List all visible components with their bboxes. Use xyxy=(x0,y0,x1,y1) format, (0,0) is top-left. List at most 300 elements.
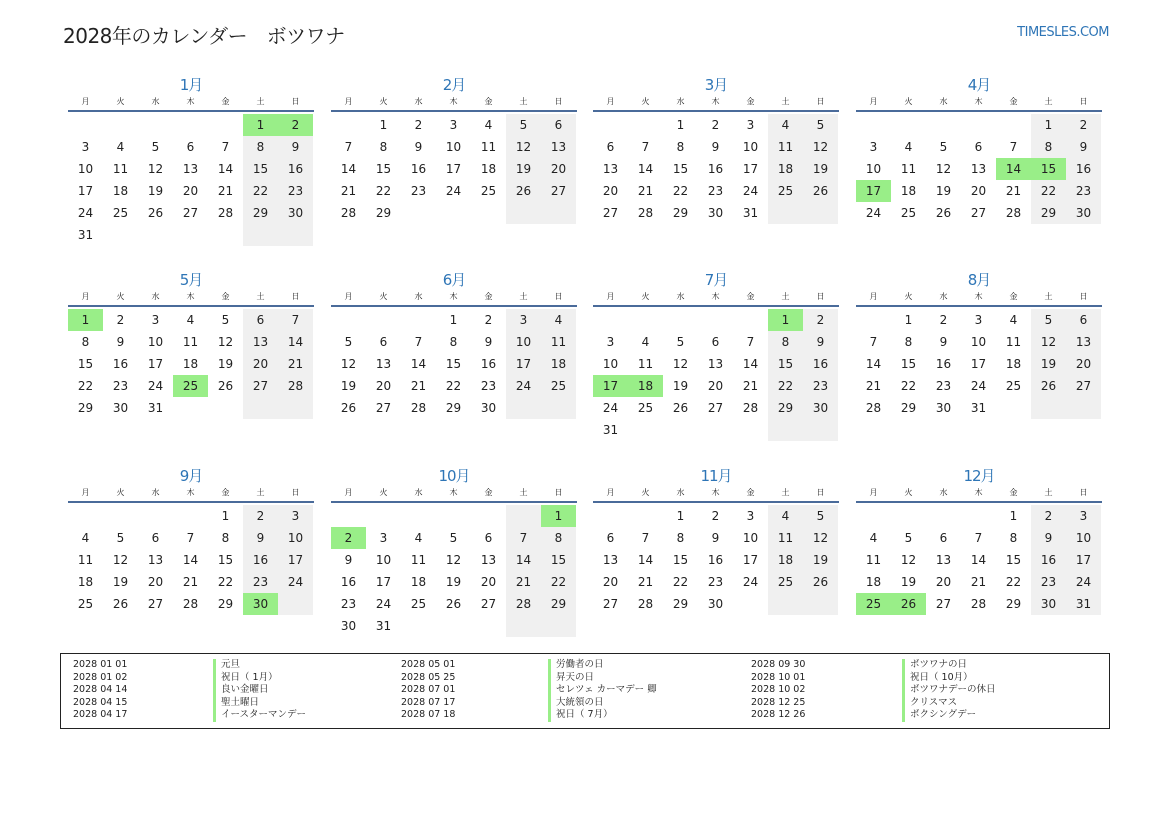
day-cell[interactable]: 25 xyxy=(410,597,427,611)
day-cell[interactable]: 16 xyxy=(707,553,724,567)
day-cell[interactable]: 23 xyxy=(480,379,497,393)
day-cell[interactable]: 7 xyxy=(974,531,983,545)
day-cell[interactable]: 12 xyxy=(506,136,541,158)
day-cell[interactable]: 14 xyxy=(217,162,234,176)
day-cell[interactable]: 10 xyxy=(742,140,759,154)
day-cell[interactable]: 30 xyxy=(935,401,952,415)
day-cell[interactable]: 7 xyxy=(746,335,755,349)
day-cell[interactable]: 29 xyxy=(217,597,234,611)
day-cell[interactable]: 25 xyxy=(637,401,654,415)
day-cell[interactable]: 15 xyxy=(445,357,462,371)
day-cell[interactable]: 23 xyxy=(1066,180,1101,202)
day-cell[interactable]: 28 xyxy=(970,597,987,611)
day-cell[interactable]: 23 xyxy=(278,180,313,202)
day-cell[interactable]: 23 xyxy=(935,379,952,393)
day-cell[interactable]: 26 xyxy=(803,180,838,202)
day-cell[interactable]: 6 xyxy=(484,531,493,545)
day-cell[interactable]: 9 xyxy=(939,335,948,349)
day-cell[interactable]: 3 xyxy=(81,140,90,154)
day-cell[interactable]: 1 xyxy=(243,114,278,136)
day-cell[interactable]: 1 xyxy=(676,118,685,132)
day-cell[interactable]: 8 xyxy=(676,140,685,154)
day-cell[interactable]: 5 xyxy=(1031,309,1066,331)
day-cell[interactable]: 27 xyxy=(1066,375,1101,397)
day-cell[interactable]: 14 xyxy=(970,553,987,567)
day-cell[interactable]: 22 xyxy=(445,379,462,393)
day-cell[interactable]: 18 xyxy=(541,353,576,375)
day-cell[interactable]: 8 xyxy=(379,140,388,154)
day-cell[interactable]: 4 xyxy=(484,118,493,132)
day-cell[interactable]: 17 xyxy=(742,553,759,567)
day-cell[interactable]: 10 xyxy=(865,162,882,176)
day-cell[interactable]: 17 xyxy=(147,357,164,371)
day-cell[interactable]: 30 xyxy=(1031,593,1066,615)
day-cell[interactable]: 19 xyxy=(217,357,234,371)
day-cell[interactable]: 21 xyxy=(410,379,427,393)
day-cell[interactable]: 5 xyxy=(676,335,685,349)
day-cell[interactable]: 24 xyxy=(278,571,313,593)
day-cell[interactable]: 19 xyxy=(900,575,917,589)
day-cell[interactable]: 19 xyxy=(935,184,952,198)
day-cell[interactable]: 18 xyxy=(77,575,94,589)
day-cell[interactable]: 24 xyxy=(506,375,541,397)
day-cell[interactable]: 16 xyxy=(803,353,838,375)
day-cell[interactable]: 9 xyxy=(1066,136,1101,158)
day-cell[interactable]: 16 xyxy=(243,549,278,571)
day-cell[interactable]: 20 xyxy=(243,353,278,375)
day-cell[interactable]: 5 xyxy=(506,114,541,136)
day-cell[interactable]: 28 xyxy=(278,375,313,397)
day-cell[interactable]: 23 xyxy=(803,375,838,397)
day-cell[interactable]: 26 xyxy=(803,571,838,593)
day-cell[interactable]: 4 xyxy=(869,531,878,545)
day-cell[interactable]: 25 xyxy=(1005,379,1022,393)
day-cell[interactable]: 17 xyxy=(742,162,759,176)
day-cell[interactable]: 24 xyxy=(375,597,392,611)
day-cell[interactable]: 9 xyxy=(243,527,278,549)
day-cell[interactable]: 16 xyxy=(278,158,313,180)
day-cell[interactable]: 4 xyxy=(186,313,195,327)
day-cell[interactable]: 16 xyxy=(935,357,952,371)
day-cell[interactable]: 25 xyxy=(173,375,208,397)
day-cell[interactable]: 3 xyxy=(606,335,615,349)
day-cell[interactable]: 9 xyxy=(484,335,493,349)
day-cell[interactable]: 24 xyxy=(445,184,462,198)
day-cell[interactable]: 1 xyxy=(768,309,803,331)
day-cell[interactable]: 14 xyxy=(637,553,654,567)
day-cell[interactable]: 25 xyxy=(77,597,94,611)
day-cell[interactable]: 8 xyxy=(904,335,913,349)
day-cell[interactable]: 21 xyxy=(742,379,759,393)
day-cell[interactable]: 14 xyxy=(742,357,759,371)
day-cell[interactable]: 5 xyxy=(803,114,838,136)
day-cell[interactable]: 18 xyxy=(768,158,803,180)
day-cell[interactable]: 14 xyxy=(506,549,541,571)
day-cell[interactable]: 17 xyxy=(77,184,94,198)
day-cell[interactable]: 10 xyxy=(445,140,462,154)
day-cell[interactable]: 15 xyxy=(900,357,917,371)
day-cell[interactable]: 9 xyxy=(116,335,125,349)
day-cell[interactable]: 14 xyxy=(182,553,199,567)
day-cell[interactable]: 6 xyxy=(541,114,576,136)
day-cell[interactable]: 6 xyxy=(151,531,160,545)
day-cell[interactable]: 9 xyxy=(711,531,720,545)
day-cell[interactable]: 11 xyxy=(768,136,803,158)
day-cell[interactable]: 13 xyxy=(147,553,164,567)
day-cell[interactable]: 10 xyxy=(77,162,94,176)
day-cell[interactable]: 7 xyxy=(344,140,353,154)
day-cell[interactable]: 24 xyxy=(742,575,759,589)
day-cell[interactable]: 17 xyxy=(970,357,987,371)
day-cell[interactable]: 4 xyxy=(904,140,913,154)
day-cell[interactable]: 27 xyxy=(970,206,987,220)
day-cell[interactable]: 14 xyxy=(996,158,1031,180)
day-cell[interactable]: 7 xyxy=(641,531,650,545)
day-cell[interactable]: 9 xyxy=(414,140,423,154)
day-cell[interactable]: 10 xyxy=(742,531,759,545)
day-cell[interactable]: 12 xyxy=(803,136,838,158)
day-cell[interactable]: 1 xyxy=(904,313,913,327)
day-cell[interactable]: 15 xyxy=(217,553,234,567)
day-cell[interactable]: 6 xyxy=(711,335,720,349)
day-cell[interactable]: 20 xyxy=(375,379,392,393)
day-cell[interactable]: 12 xyxy=(340,357,357,371)
day-cell[interactable]: 14 xyxy=(340,162,357,176)
day-cell[interactable]: 22 xyxy=(672,575,689,589)
day-cell[interactable]: 17 xyxy=(445,162,462,176)
day-cell[interactable]: 15 xyxy=(243,158,278,180)
day-cell[interactable]: 24 xyxy=(602,401,619,415)
day-cell[interactable]: 15 xyxy=(672,553,689,567)
day-cell[interactable]: 26 xyxy=(672,401,689,415)
day-cell[interactable]: 23 xyxy=(410,184,427,198)
day-cell[interactable]: 23 xyxy=(243,571,278,593)
day-cell[interactable]: 4 xyxy=(414,531,423,545)
day-cell[interactable]: 15 xyxy=(375,162,392,176)
day-cell[interactable]: 27 xyxy=(182,206,199,220)
day-cell[interactable]: 28 xyxy=(865,401,882,415)
day-cell[interactable]: 5 xyxy=(904,531,913,545)
day-cell[interactable]: 18 xyxy=(182,357,199,371)
day-cell[interactable]: 21 xyxy=(637,575,654,589)
day-cell[interactable]: 3 xyxy=(449,118,458,132)
day-cell[interactable]: 8 xyxy=(768,331,803,353)
day-cell[interactable]: 31 xyxy=(742,206,759,220)
day-cell[interactable]: 4 xyxy=(81,531,90,545)
day-cell[interactable]: 27 xyxy=(602,206,619,220)
day-cell[interactable]: 3 xyxy=(1066,505,1101,527)
day-cell[interactable]: 2 xyxy=(1031,505,1066,527)
day-cell[interactable]: 11 xyxy=(900,162,917,176)
day-cell[interactable]: 6 xyxy=(379,335,388,349)
day-cell[interactable]: 26 xyxy=(340,401,357,415)
day-cell[interactable]: 1 xyxy=(68,309,103,331)
day-cell[interactable]: 22 xyxy=(1005,575,1022,589)
day-cell[interactable]: 22 xyxy=(77,379,94,393)
day-cell[interactable]: 12 xyxy=(112,553,129,567)
day-cell[interactable]: 31 xyxy=(375,619,392,633)
day-cell[interactable]: 20 xyxy=(1066,353,1101,375)
day-cell[interactable]: 27 xyxy=(541,180,576,202)
day-cell[interactable]: 22 xyxy=(672,184,689,198)
day-cell[interactable]: 12 xyxy=(803,527,838,549)
day-cell[interactable]: 17 xyxy=(278,549,313,571)
day-cell[interactable]: 1 xyxy=(541,505,576,527)
day-cell[interactable]: 19 xyxy=(340,379,357,393)
day-cell[interactable]: 28 xyxy=(637,206,654,220)
day-cell[interactable]: 18 xyxy=(1005,357,1022,371)
day-cell[interactable]: 30 xyxy=(707,597,724,611)
day-cell[interactable]: 9 xyxy=(711,140,720,154)
day-cell[interactable]: 30 xyxy=(803,397,838,419)
day-cell[interactable]: 14 xyxy=(865,357,882,371)
day-cell[interactable]: 29 xyxy=(77,401,94,415)
day-cell[interactable]: 26 xyxy=(112,597,129,611)
day-cell[interactable]: 7 xyxy=(186,531,195,545)
day-cell[interactable]: 12 xyxy=(1031,331,1066,353)
day-cell[interactable]: 27 xyxy=(243,375,278,397)
day-cell[interactable]: 11 xyxy=(865,553,882,567)
day-cell[interactable]: 13 xyxy=(935,553,952,567)
day-cell[interactable]: 24 xyxy=(147,379,164,393)
day-cell[interactable]: 28 xyxy=(340,206,357,220)
day-cell[interactable]: 30 xyxy=(707,206,724,220)
day-cell[interactable]: 1 xyxy=(676,509,685,523)
day-cell[interactable]: 18 xyxy=(900,184,917,198)
day-cell[interactable]: 23 xyxy=(707,184,724,198)
day-cell[interactable]: 4 xyxy=(641,335,650,349)
day-cell[interactable]: 17 xyxy=(593,375,628,397)
day-cell[interactable]: 13 xyxy=(182,162,199,176)
day-cell[interactable]: 19 xyxy=(506,158,541,180)
day-cell[interactable]: 21 xyxy=(278,353,313,375)
day-cell[interactable]: 29 xyxy=(900,401,917,415)
day-cell[interactable]: 3 xyxy=(974,313,983,327)
day-cell[interactable]: 14 xyxy=(637,162,654,176)
day-cell[interactable]: 9 xyxy=(1031,527,1066,549)
day-cell[interactable]: 17 xyxy=(375,575,392,589)
day-cell[interactable]: 21 xyxy=(182,575,199,589)
day-cell[interactable]: 25 xyxy=(541,375,576,397)
site-logo[interactable]: TIMESLES.COM xyxy=(1017,25,1109,40)
day-cell[interactable]: 26 xyxy=(147,206,164,220)
day-cell[interactable]: 28 xyxy=(506,593,541,615)
day-cell[interactable]: 27 xyxy=(375,401,392,415)
day-cell[interactable]: 2 xyxy=(711,509,720,523)
day-cell[interactable]: 7 xyxy=(221,140,230,154)
day-cell[interactable]: 7 xyxy=(641,140,650,154)
day-cell[interactable]: 18 xyxy=(865,575,882,589)
day-cell[interactable]: 4 xyxy=(1009,313,1018,327)
day-cell[interactable]: 26 xyxy=(1031,375,1066,397)
day-cell[interactable]: 3 xyxy=(506,309,541,331)
day-cell[interactable]: 6 xyxy=(186,140,195,154)
day-cell[interactable]: 15 xyxy=(672,162,689,176)
day-cell[interactable]: 16 xyxy=(480,357,497,371)
day-cell[interactable]: 17 xyxy=(1066,549,1101,571)
day-cell[interactable]: 1 xyxy=(1009,509,1018,523)
day-cell[interactable]: 7 xyxy=(278,309,313,331)
day-cell[interactable]: 30 xyxy=(480,401,497,415)
day-cell[interactable]: 5 xyxy=(344,335,353,349)
day-cell[interactable]: 2 xyxy=(939,313,948,327)
day-cell[interactable]: 11 xyxy=(182,335,199,349)
day-cell[interactable]: 27 xyxy=(707,401,724,415)
day-cell[interactable]: 5 xyxy=(116,531,125,545)
day-cell[interactable]: 2 xyxy=(243,505,278,527)
day-cell[interactable]: 4 xyxy=(768,505,803,527)
day-cell[interactable]: 16 xyxy=(1066,158,1101,180)
day-cell[interactable]: 3 xyxy=(869,140,878,154)
day-cell[interactable]: 23 xyxy=(340,597,357,611)
day-cell[interactable]: 14 xyxy=(278,331,313,353)
day-cell[interactable]: 13 xyxy=(375,357,392,371)
day-cell[interactable]: 20 xyxy=(935,575,952,589)
day-cell[interactable]: 2 xyxy=(1066,114,1101,136)
day-cell[interactable]: 21 xyxy=(217,184,234,198)
day-cell[interactable]: 19 xyxy=(803,549,838,571)
day-cell[interactable]: 29 xyxy=(672,206,689,220)
day-cell[interactable]: 8 xyxy=(221,531,230,545)
day-cell[interactable]: 23 xyxy=(112,379,129,393)
day-cell[interactable]: 20 xyxy=(182,184,199,198)
day-cell[interactable]: 11 xyxy=(768,527,803,549)
day-cell[interactable]: 27 xyxy=(147,597,164,611)
day-cell[interactable]: 26 xyxy=(217,379,234,393)
day-cell[interactable]: 8 xyxy=(541,527,576,549)
day-cell[interactable]: 28 xyxy=(742,401,759,415)
day-cell[interactable]: 7 xyxy=(506,527,541,549)
day-cell[interactable]: 10 xyxy=(602,357,619,371)
day-cell[interactable]: 25 xyxy=(768,571,803,593)
day-cell[interactable]: 16 xyxy=(1031,549,1066,571)
day-cell[interactable]: 24 xyxy=(970,379,987,393)
day-cell[interactable]: 20 xyxy=(602,184,619,198)
day-cell[interactable]: 2 xyxy=(414,118,423,132)
day-cell[interactable]: 27 xyxy=(480,597,497,611)
day-cell[interactable]: 31 xyxy=(970,401,987,415)
day-cell[interactable]: 19 xyxy=(112,575,129,589)
day-cell[interactable]: 4 xyxy=(768,114,803,136)
day-cell[interactable]: 4 xyxy=(541,309,576,331)
day-cell[interactable]: 20 xyxy=(147,575,164,589)
day-cell[interactable]: 10 xyxy=(147,335,164,349)
day-cell[interactable]: 5 xyxy=(221,313,230,327)
day-cell[interactable]: 11 xyxy=(410,553,427,567)
day-cell[interactable]: 28 xyxy=(410,401,427,415)
day-cell[interactable]: 18 xyxy=(628,375,663,397)
day-cell[interactable]: 13 xyxy=(970,162,987,176)
day-cell[interactable]: 25 xyxy=(480,184,497,198)
day-cell[interactable]: 19 xyxy=(1031,353,1066,375)
day-cell[interactable]: 29 xyxy=(445,401,462,415)
day-cell[interactable]: 15 xyxy=(768,353,803,375)
day-cell[interactable]: 21 xyxy=(637,184,654,198)
day-cell[interactable]: 24 xyxy=(865,206,882,220)
day-cell[interactable]: 1 xyxy=(449,313,458,327)
day-cell[interactable]: 31 xyxy=(1066,593,1101,615)
day-cell[interactable]: 2 xyxy=(278,114,313,136)
day-cell[interactable]: 4 xyxy=(116,140,125,154)
day-cell[interactable]: 21 xyxy=(340,184,357,198)
day-cell[interactable]: 10 xyxy=(278,527,313,549)
day-cell[interactable]: 23 xyxy=(707,575,724,589)
day-cell[interactable]: 29 xyxy=(541,593,576,615)
day-cell[interactable]: 12 xyxy=(672,357,689,371)
day-cell[interactable]: 20 xyxy=(970,184,987,198)
day-cell[interactable]: 2 xyxy=(116,313,125,327)
day-cell[interactable]: 20 xyxy=(541,158,576,180)
day-cell[interactable]: 13 xyxy=(480,553,497,567)
day-cell[interactable]: 12 xyxy=(217,335,234,349)
day-cell[interactable]: 1 xyxy=(379,118,388,132)
day-cell[interactable]: 30 xyxy=(278,202,313,224)
day-cell[interactable]: 15 xyxy=(1031,158,1066,180)
day-cell[interactable]: 20 xyxy=(480,575,497,589)
day-cell[interactable]: 6 xyxy=(1066,309,1101,331)
day-cell[interactable]: 5 xyxy=(803,505,838,527)
day-cell[interactable]: 22 xyxy=(900,379,917,393)
day-cell[interactable]: 18 xyxy=(768,549,803,571)
day-cell[interactable]: 10 xyxy=(1066,527,1101,549)
day-cell[interactable]: 26 xyxy=(506,180,541,202)
day-cell[interactable]: 25 xyxy=(112,206,129,220)
day-cell[interactable]: 2 xyxy=(711,118,720,132)
day-cell[interactable]: 3 xyxy=(379,531,388,545)
day-cell[interactable]: 30 xyxy=(243,593,278,615)
day-cell[interactable]: 7 xyxy=(1009,140,1018,154)
day-cell[interactable]: 15 xyxy=(77,357,94,371)
day-cell[interactable]: 22 xyxy=(1031,180,1066,202)
day-cell[interactable]: 19 xyxy=(445,575,462,589)
day-cell[interactable]: 5 xyxy=(449,531,458,545)
day-cell[interactable]: 5 xyxy=(151,140,160,154)
day-cell[interactable]: 18 xyxy=(480,162,497,176)
day-cell[interactable]: 22 xyxy=(375,184,392,198)
day-cell[interactable]: 18 xyxy=(112,184,129,198)
day-cell[interactable]: 27 xyxy=(602,597,619,611)
day-cell[interactable]: 13 xyxy=(602,162,619,176)
day-cell[interactable]: 27 xyxy=(935,597,952,611)
day-cell[interactable]: 22 xyxy=(243,180,278,202)
day-cell[interactable]: 16 xyxy=(340,575,357,589)
day-cell[interactable]: 29 xyxy=(375,206,392,220)
day-cell[interactable]: 9 xyxy=(344,553,353,567)
day-cell[interactable]: 3 xyxy=(278,505,313,527)
day-cell[interactable]: 8 xyxy=(81,335,90,349)
day-cell[interactable]: 24 xyxy=(77,206,94,220)
day-cell[interactable]: 22 xyxy=(217,575,234,589)
day-cell[interactable]: 28 xyxy=(1005,206,1022,220)
day-cell[interactable]: 28 xyxy=(182,597,199,611)
day-cell[interactable]: 16 xyxy=(707,162,724,176)
day-cell[interactable]: 25 xyxy=(768,180,803,202)
day-cell[interactable]: 31 xyxy=(77,228,94,242)
day-cell[interactable]: 1 xyxy=(1031,114,1066,136)
day-cell[interactable]: 28 xyxy=(637,597,654,611)
day-cell[interactable]: 8 xyxy=(676,531,685,545)
day-cell[interactable]: 22 xyxy=(541,571,576,593)
day-cell[interactable]: 26 xyxy=(935,206,952,220)
day-cell[interactable]: 12 xyxy=(147,162,164,176)
day-cell[interactable]: 8 xyxy=(243,136,278,158)
day-cell[interactable]: 6 xyxy=(243,309,278,331)
day-cell[interactable]: 11 xyxy=(541,331,576,353)
day-cell[interactable]: 31 xyxy=(602,423,619,437)
day-cell[interactable]: 29 xyxy=(243,202,278,224)
day-cell[interactable]: 21 xyxy=(970,575,987,589)
day-cell[interactable]: 13 xyxy=(1066,331,1101,353)
